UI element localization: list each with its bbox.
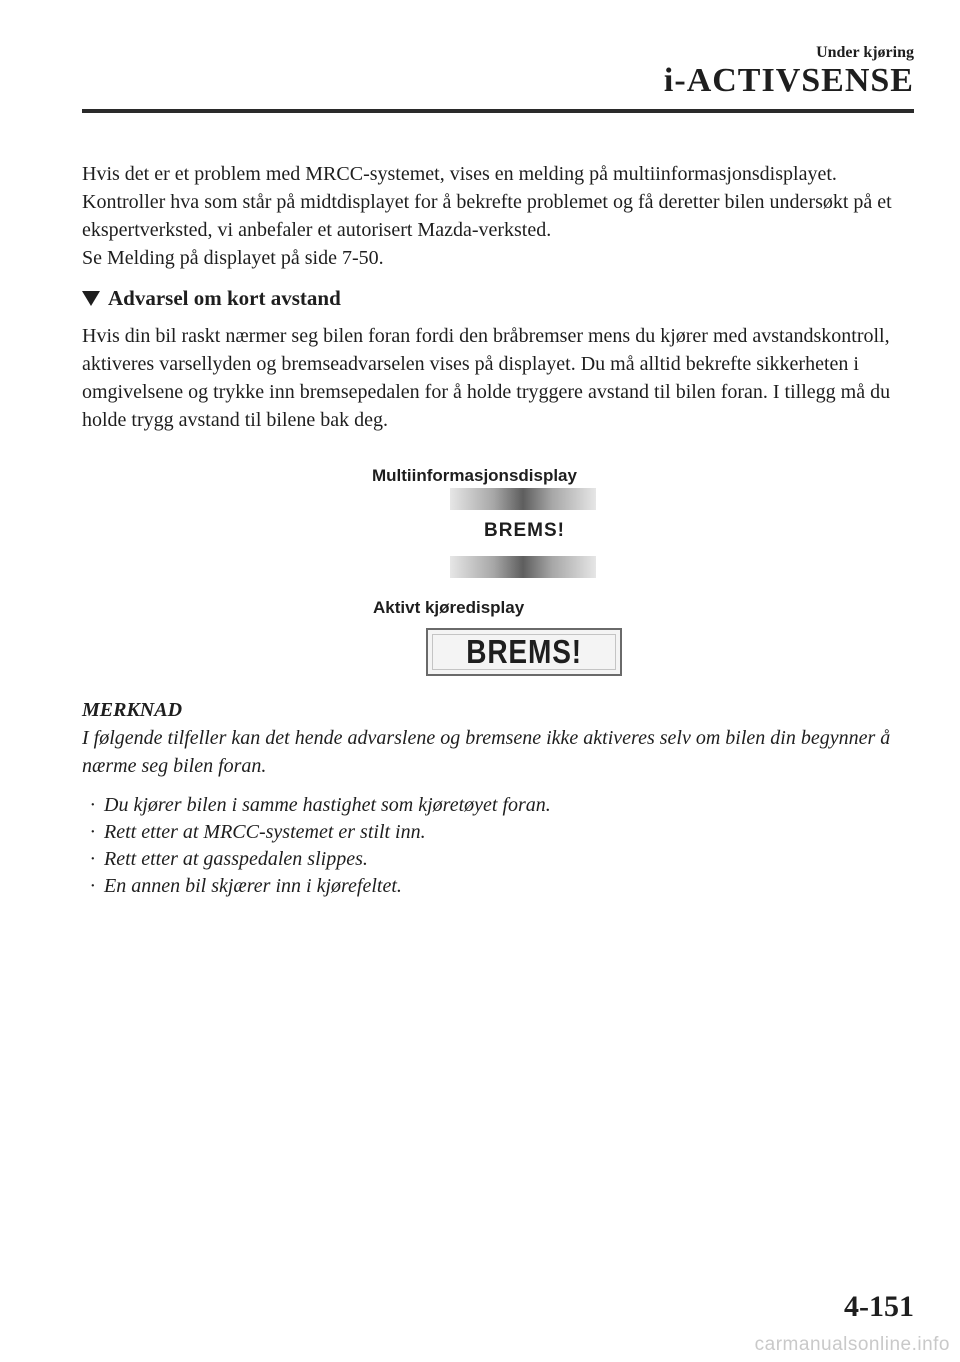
main-content (82, 160, 918, 434)
page-reference: Se Melding på displayet på side 7-50. (82, 247, 384, 269)
paragraph-short-distance-warning: Hvis din bil raskt nærmer seg bilen foran fordi den bråbremser mens du kjører med avstandskontroll, aktiveres varsellyden og bremseadvarselen vises på displayet. Du må alltid bekrefte sikkerheten i omgivelsene og trykke inn bremsepedalen for å holde tryggere avstand til bilen foran. I tillegg må du holde trygg avstand til bilene bak deg. (82, 325, 891, 431)
bullet-icon: · (90, 875, 95, 897)
list-item (90, 846, 918, 873)
multi-display-label: Multiinformasjonsdisplay (372, 466, 577, 485)
display-gradient-top (450, 488, 596, 510)
active-display-warning-box (426, 628, 622, 676)
page-title: i-ACTIVSENSE (663, 62, 914, 99)
multi-display-warning-text: BREMS! (484, 520, 565, 541)
page-number: 4-151 (844, 1290, 914, 1323)
section-heading-text: Advarsel om kort avstand (108, 286, 341, 310)
list-item-text: Rett etter at MRCC-systemet er stilt inn. (104, 821, 426, 843)
bullet-icon: · (90, 848, 95, 870)
active-display-warning-text: BREMS! (466, 633, 582, 670)
display-gradient-bottom (450, 556, 596, 578)
watermark: carmanualsonline.info (754, 1334, 950, 1355)
active-display-label: Aktivt kjøredisplay (373, 598, 525, 617)
list-item-text: En annen bil skjærer inn i kjørefeltet. (104, 875, 402, 897)
list-item-text: Rett etter at gasspedalen slippes. (104, 848, 368, 870)
list-item (90, 873, 918, 900)
header-divider (82, 109, 914, 113)
bullet-icon: · (90, 794, 95, 816)
note-block (82, 696, 918, 900)
bullet-icon: · (90, 821, 95, 843)
list-item (90, 819, 918, 846)
header-section-label: Under kjøring (816, 44, 914, 61)
section-heading (82, 284, 918, 312)
paragraph-mrcc-problem: Hvis det er et problem med MRCC-systemet, vises en melding på multiinformasjonsdisplayet. Kontroller hva som står på midtdisplayet for å bekrefte problemet og få deretter bilen undersøkt på et ekspertverksted, vi anbefaler et autorisert Mazda-verksted. (82, 163, 892, 241)
note-list (82, 792, 918, 900)
display-illustration (0, 462, 960, 682)
list-item-text: Du kjører bilen i samme hastighet som kjøretøyet foran. (104, 794, 551, 816)
note-body: I følgende tilfeller kan det hende advarslene og bremsene ikke aktiveres selv om bilen din begynner å nærme seg bilen foran. (82, 727, 891, 777)
triangle-down-icon (82, 291, 100, 306)
note-title: MERKNAD (82, 699, 183, 721)
list-item (90, 792, 918, 819)
